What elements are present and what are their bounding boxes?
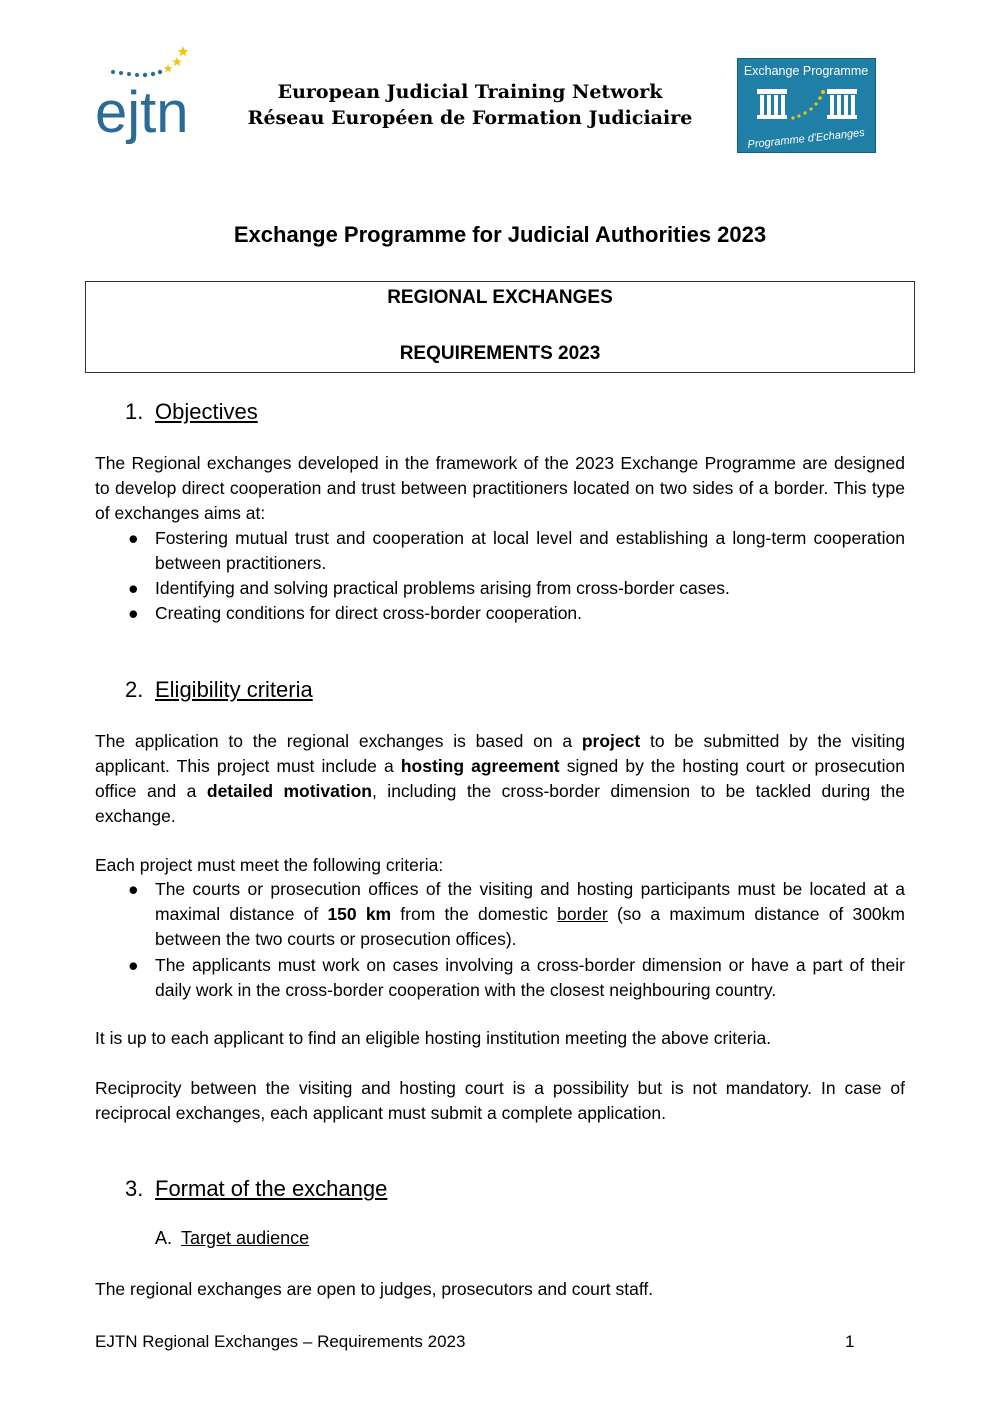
box-line-1: REGIONAL EXCHANGES bbox=[387, 287, 613, 308]
section-heading-format: 3. Format of the exchange bbox=[125, 1176, 388, 1201]
bullet-icon: ● bbox=[128, 603, 139, 623]
document-title: Exchange Programme for Judicial Authorities 2023 bbox=[233, 222, 767, 247]
svg-text:ejtn: ejtn bbox=[95, 80, 189, 145]
list-item: ● Fostering mutual trust and cooperation at local level and establishing a long-term cooperation between practitioners. bbox=[128, 528, 905, 573]
bullet-icon: ● bbox=[128, 528, 139, 548]
org-name-fr: Réseau Européen de Formation Judiciaire bbox=[247, 107, 693, 129]
star-arc-icon bbox=[163, 46, 188, 72]
eligibility-paragraph-2: Each project must meet the following criteria: bbox=[95, 855, 444, 875]
footer-text: EJTN Regional Exchanges – Requirements 2023 bbox=[95, 1332, 466, 1351]
format-paragraph-1: The regional exchanges are open to judges, prosecutors and court staff. bbox=[95, 1279, 654, 1299]
ejtn-logo bbox=[95, 42, 220, 150]
bullet-icon: ● bbox=[128, 879, 139, 899]
box-line-2: REQUIREMENTS 2023 bbox=[399, 343, 601, 364]
list-item: ● Identifying and solving practical problems arising from cross-border cases. bbox=[128, 576, 905, 601]
eligibility-paragraph-1: The application to the regional exchanges is based on a project to be submitted by the visiting applicant. This project must include a hosting agreement signed by the hosting court or prosecution office and a detailed motivation, including the cross-border dimension to be tackled during the exchange. bbox=[95, 731, 906, 826]
objectives-intro: The Regional exchanges developed in the framework of the 2023 Exchange Programme are designed to develop direct cooperation and trust between practitioners located on two sides of a border. This type of exchanges aims at: bbox=[95, 453, 905, 523]
exchange-programme-logo bbox=[737, 58, 876, 153]
list-item: ● The applicants must work on cases involving a cross-border dimension or have a part of their daily work in the cross-border cooperation with the closest neighbouring country. bbox=[128, 955, 905, 1000]
bullet-icon: ● bbox=[128, 955, 139, 975]
bullet-icon: ● bbox=[128, 578, 139, 598]
eligibility-paragraph-4: Reciprocity between the visiting and hosting court is a possibility but is not mandatory. In case of reciprocal exchanges, each applicant must submit a complete application. bbox=[95, 1078, 905, 1123]
svg-text:Exchange Programme: Exchange Programme bbox=[743, 64, 869, 78]
requirements-box bbox=[85, 281, 915, 373]
subheading-target-audience: A. Target audience bbox=[155, 1228, 310, 1248]
svg-text:Programme d'Echanges: Programme d'Echanges bbox=[746, 126, 866, 152]
section-heading-eligibility: 2. Eligibility criteria bbox=[125, 677, 313, 702]
section-heading-objectives: 1. Objectives bbox=[125, 399, 258, 424]
page-number: 1 bbox=[845, 1332, 855, 1351]
org-name-en: European Judicial Training Network bbox=[277, 81, 663, 103]
list-item: ● Creating conditions for direct cross-border cooperation. bbox=[128, 601, 905, 626]
organisation-names bbox=[240, 79, 700, 131]
list-item: ● The courts or prosecution offices of the visiting and hosting participants must be located at a maximal distance of 150 km from the domestic border (so a maximum distance of 300km between the two courts or prosecution offices). bbox=[128, 879, 905, 949]
eligibility-paragraph-3: It is up to each applicant to find an eligible hosting institution meeting the above criteria. bbox=[95, 1028, 772, 1048]
